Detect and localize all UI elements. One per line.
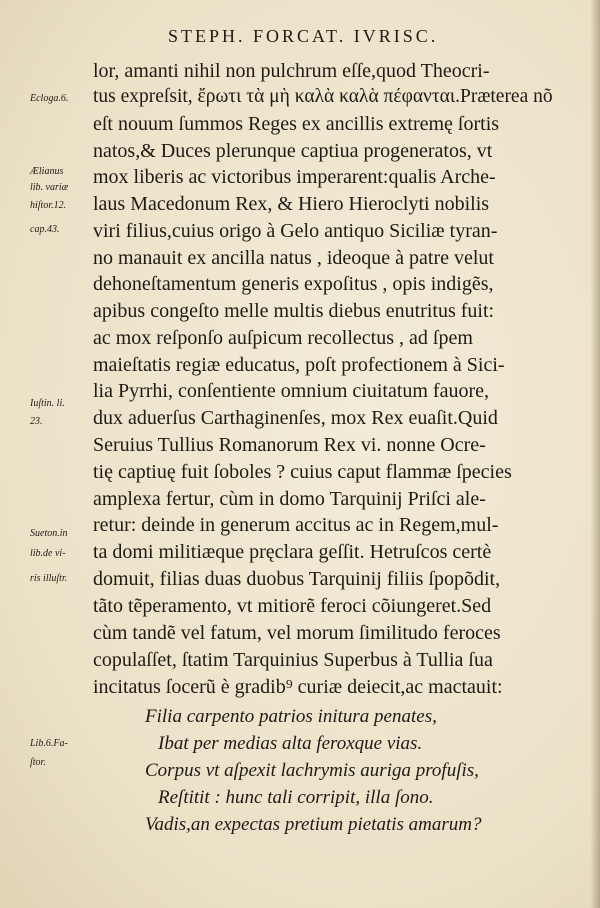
body-line: domuit, filias duas duobus Tarquinij filiis ſpopõdit, <box>93 568 501 590</box>
body-line: laus Macedonum Rex, & Hiero Hieroclyti nobilis <box>93 193 490 215</box>
body-line: retur: deinde in generum accitus ac in Regem,mul- <box>93 514 499 536</box>
body-line: viri filius,cuius origo à Gelo antiquo Siciliæ tyran- <box>93 220 498 242</box>
body-line: Seruius Tullius Romanorum Rex vi. nonne Ocre- <box>93 434 486 456</box>
verse-line: Ibat per medias alta feroxque vias. <box>158 733 423 754</box>
body-line: cùm tandẽ vel fatum, vel morum ſimilitudo feroces <box>93 622 501 644</box>
body-line: dux aduerſus Carthaginenſes, mox Rex euaſit.Quid <box>93 407 498 429</box>
page-edge-shadow <box>590 0 600 908</box>
body-line: mox liberis ac victoribus imperarent:qualis Arche- <box>93 166 496 188</box>
body-line: no manauit ex ancilla natus , ideoque à patre velut <box>93 247 494 269</box>
running-head: STEPH. FORCAT. IVRISC. <box>168 26 439 46</box>
verse-line: Reſtitit : hunc tali corripit, illa ſono. <box>158 787 434 808</box>
body-line: eſt nouum ſummos Reges ex ancillis extremę ſortis <box>93 113 500 135</box>
body-line: amplexa fertur, cùm in domo Tarquinij Priſci ale- <box>93 488 486 510</box>
body-line: ac mox reſponſo auſpicum recollectus , ad ſpem <box>93 327 473 349</box>
verse-line: Corpus vt aſpexit lachrymis auriga profuſis, <box>145 760 479 781</box>
body-line: ta domi militiæque pręclara geſſit. Hetruſcos certè <box>93 541 492 563</box>
verse-line: Vadis,an expectas pretium pietatis amarum? <box>145 814 482 835</box>
marginal-note: ſtor. <box>30 757 46 768</box>
marginal-note: Iuſtin. li. <box>30 398 65 409</box>
body-line: tus expreſsit, ἔρωτι τὰ μὴ καλὰ καλὰ πέφανται.Præterea nõ <box>93 86 553 107</box>
marginal-note: 23. <box>30 416 43 427</box>
body-line: natos,& Duces plerunque captiua progeneratos, vt <box>93 140 493 162</box>
body-line: tãto tẽperamento, vt mitiorẽ feroci cõiungeret.Sed <box>93 595 492 617</box>
marginal-note: hiſtor.12. <box>30 200 67 211</box>
body-line: maieſtatis regiæ educatus, poſt profectionem à Sici- <box>93 354 505 376</box>
marginal-note: ris illuſtr. <box>30 573 68 584</box>
body-line: copulaſſet, ſtatim Tarquinius Superbus à Tullia ſua <box>93 649 493 671</box>
body-line: lia Pyrrhi, conſentiente omnium ciuitatum fauore, <box>93 380 490 402</box>
marginal-note: cap.43. <box>30 224 60 235</box>
verse-line: Filia carpento patrios initura penates, <box>145 706 437 727</box>
marginal-note: Ecloga.6. <box>30 93 69 104</box>
marginal-note: Ælianus <box>30 166 64 177</box>
marginal-note: Lib.6.Fa- <box>30 738 68 749</box>
marginal-note: lib.de vi- <box>30 548 66 559</box>
body-line: dehoneſtamentum generis expoſitus , opis indigẽs, <box>93 273 494 295</box>
marginal-note: lib. variæ <box>30 182 69 193</box>
body-line: incitatus ſocerũ è gradib⁹ curiæ deiecit,ac mactauit: <box>93 676 503 698</box>
marginal-note: Sueton.in <box>30 528 68 539</box>
body-line: apibus congeſto melle multis diebus enutritus fuit: <box>93 300 495 322</box>
body-line: lor, amanti nihil non pulchrum eſſe,quod Theocri- <box>93 60 490 82</box>
body-line: tię captiuę fuit ſoboles ? cuius caput flammæ ſpecies <box>93 461 512 483</box>
